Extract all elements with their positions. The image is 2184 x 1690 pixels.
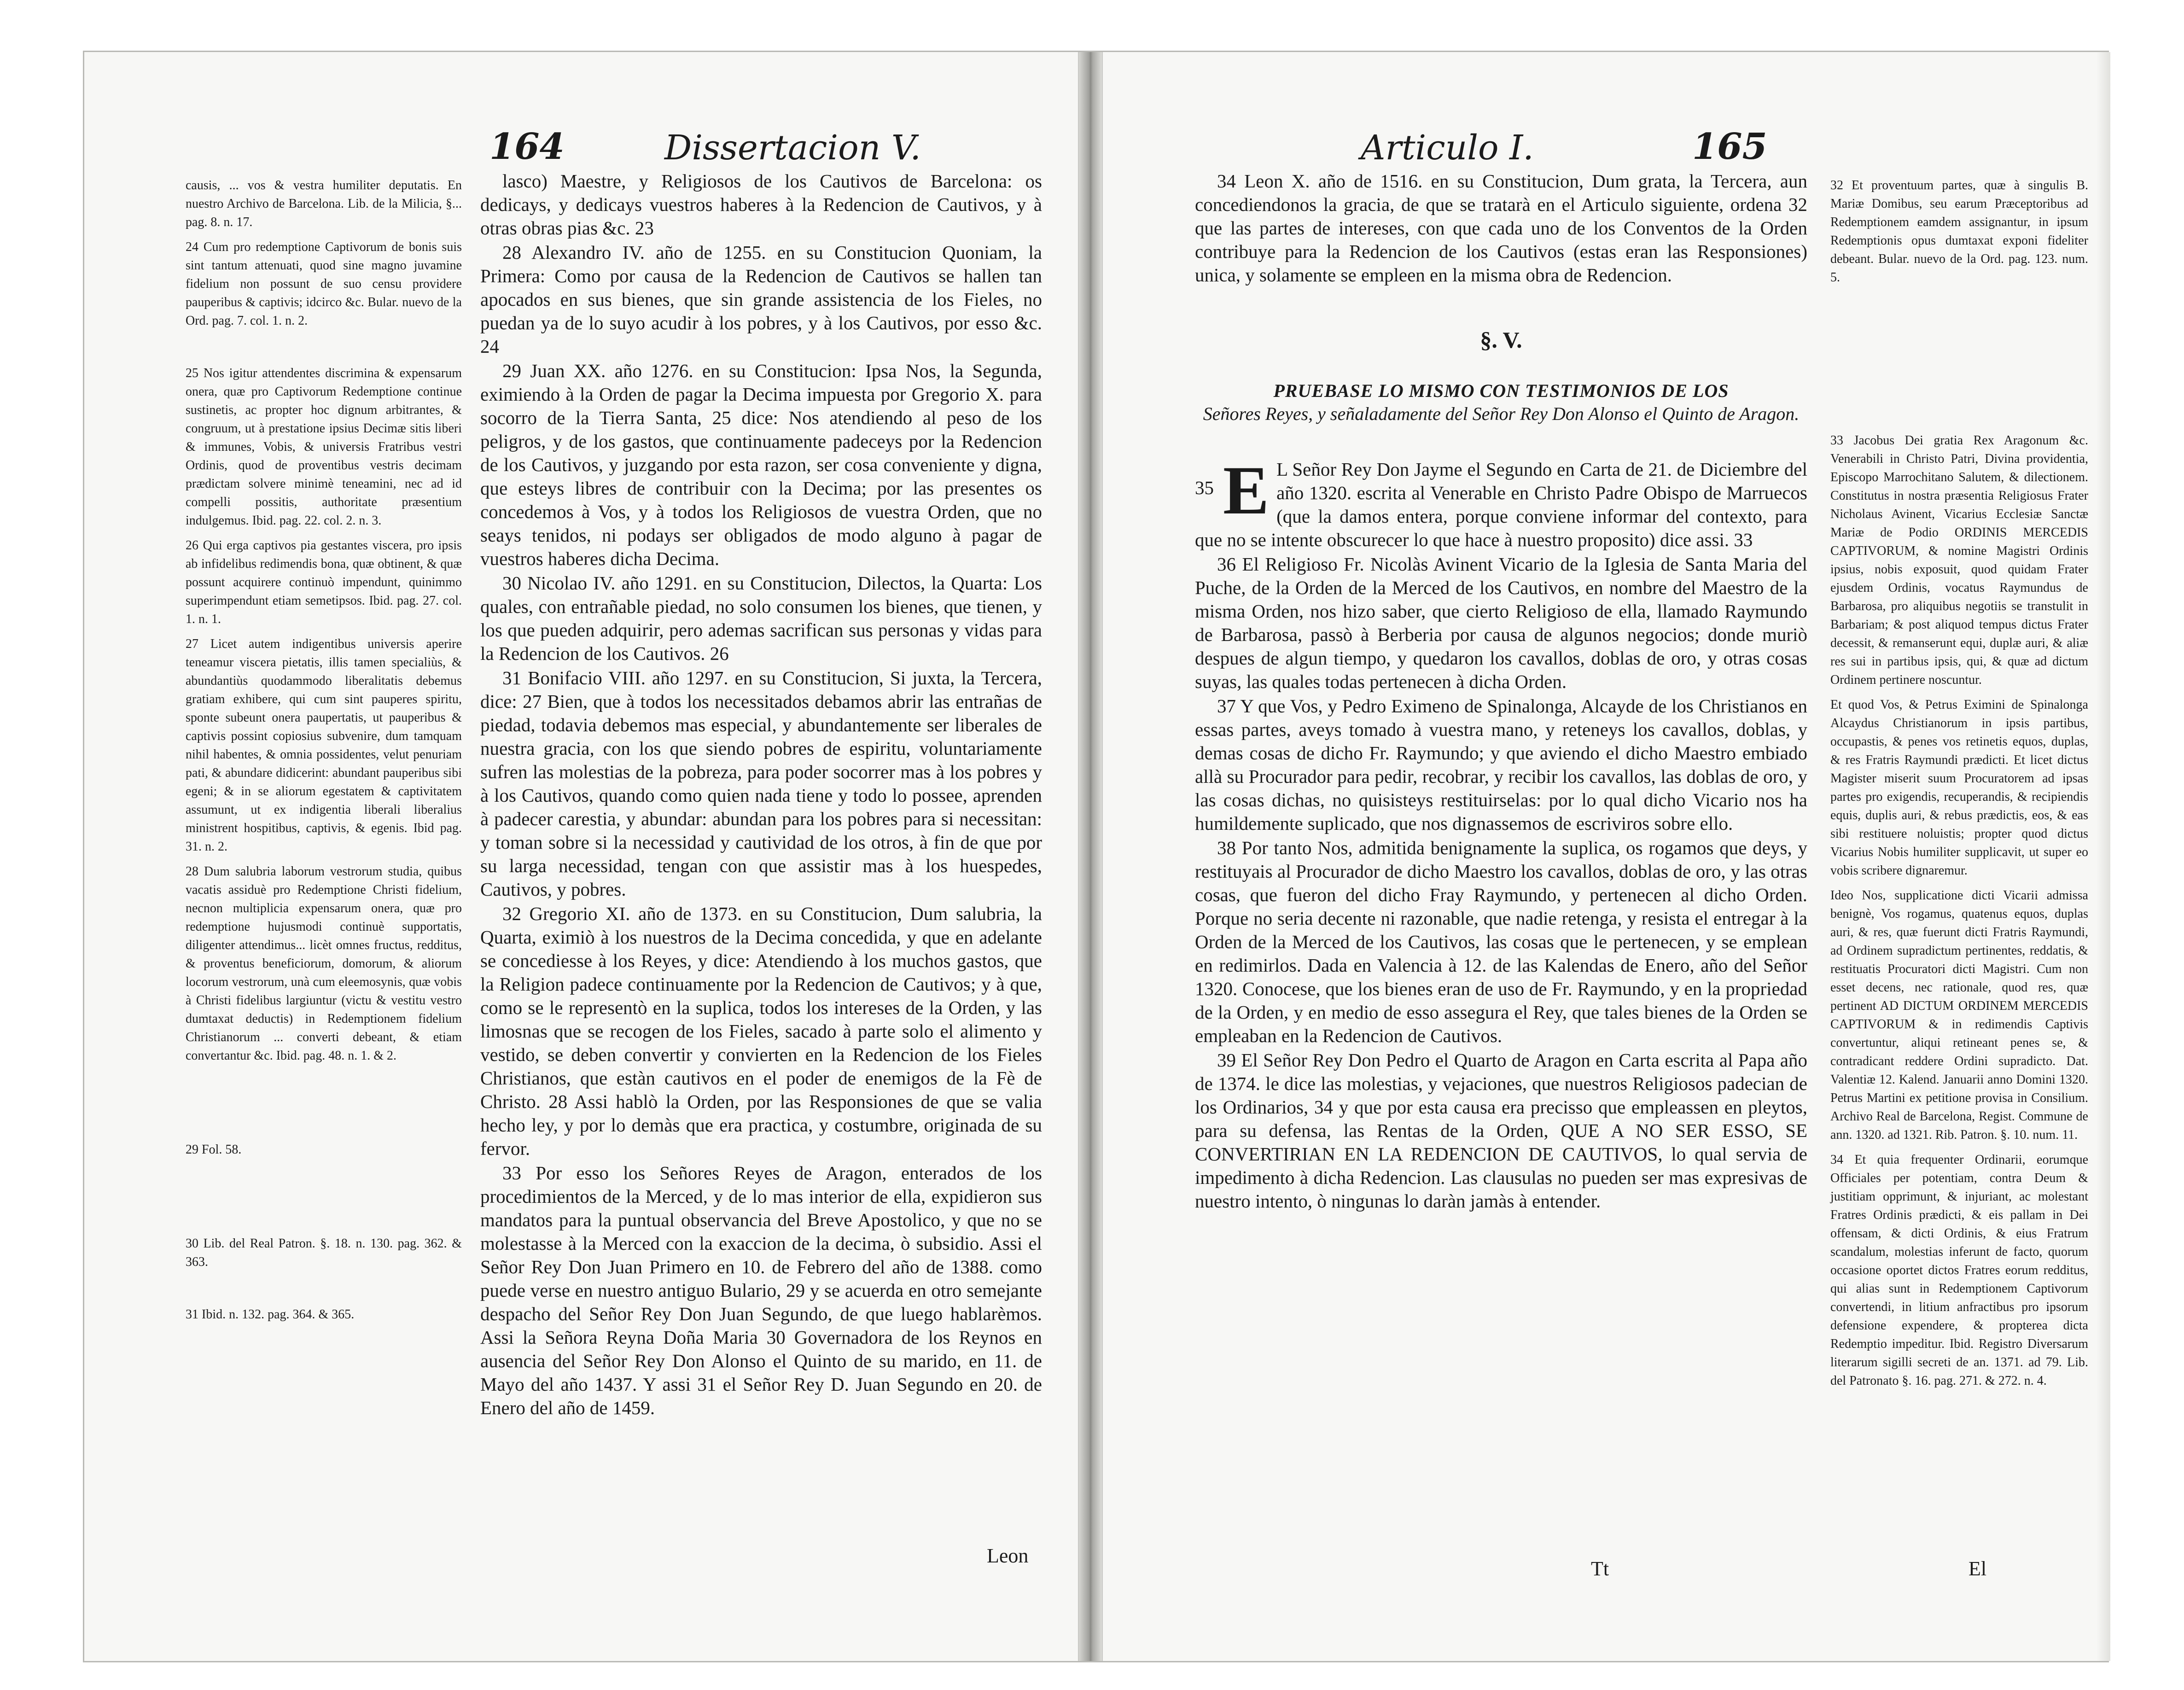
left-running-head: Dissertacion V. bbox=[664, 128, 921, 168]
left-note: 27 Licet autem indigentibus universis aperire teneamur viscera pietatis, illis tamen specialiùs, & abundantiùs quodammodo liberalitatis debemus gratiam exhibere, qui cum sint pauperes spiritu, sponte subeunt onera paupertatis, ut pauperibus & captivis possint copiosius subvenire, dum tamquam nihil habentes, & omnia possidentes, velut penuriam pati, & abundare didicerint: abundant pauperibus sibi egeni; & in se aliorum egestatem & captivitatem assumunt, ut ex indigentia liberali liberalius ministrent hospitibus, captivis, & egenis. Ibid pag. 31. n. 2. bbox=[186, 637, 462, 854]
right-marginal-notes bbox=[1830, 176, 2088, 1397]
right-catchword: El bbox=[1969, 1557, 1987, 1580]
right-main-text bbox=[1195, 169, 1807, 1214]
left-catchword: Leon bbox=[987, 1544, 1029, 1567]
right-paragraph: 38 Por tanto Nos, admitida benignamente la suplica, os rogamos que deys, y restituyais al Procurador de dicho Maestro los cavallos, doblas de oro, y las otras cosas, que fueron del dicho Fray Raymundo, y pertenecen al dicho Orden. Porque no seria decente ni razonable, que nadie retenga, y resista el entregar à la Orden de la Merced de los Cautivos, las cosas que le pertenecen, y se emplean en redimirlos. Dada en Valencia à 12. de las Kalendas de Enero, año del Señor 1320. Conocese, que los bienes eran de uso de Fr. Raymundo, y en la propriedad de la Orden, y en medio de esso assegura el Rey, que tales bienes de la Orden se empleaban en la Redencion de Cautivos. bbox=[1195, 837, 1807, 1046]
left-note: 28 Dum salubria laborum vestrorum studia, quibus vacatis assiduè pro Redemptione Christi fidelium, necnon multiplicia expensarum onera, quæ pro redemptione hujusmodi continuè supportatis, diligenter attendimus... licèt omnes fructus, redditus, & proventus beneficiorum, domorum, & aliorum locorum vestrorum, unà cum eleemosynis, quæ vobis à Christi fidelibus largiuntur (victu & vestitu vestro dumtaxat deductis) in Redemptionem fidelium Christianorum ... converti debeant, & etiam convertantur &c. Ibid. pag. 48. n. 1. & 2. bbox=[186, 864, 462, 1063]
signature-mark: Tt bbox=[1591, 1557, 1609, 1580]
left-paragraph: 28 Alexandro IV. año de 1255. en su Constitucion Quoniam, la Primera: Como por causa de la Redencion de Cautivos se hallen tan apocados en sus bienes, que sin grande assistencia de los Fieles, no puedan ya de lo suyo acudir à los pobres, y à los Cautivos, por esso &c. 24 bbox=[480, 242, 1042, 357]
section-mark: §. V. bbox=[1480, 327, 1522, 353]
left-paragraph: 29 Juan XX. año 1276. en su Constitucion: Ipsa Nos, la Segunda, eximiendo à la Orden de pagar la Decima impuesta por Gregorio X. para socorro de la Tierra Santa, 25 dice: Nos atendiendo al peso de los peligros, y de los gastos, que continuamente padeceys por la Redencion de los Cautivos, y juzgando por esta razon, ser cosa conveniente y digna, que esteys libres de contribuir con la Decima; por las presentes os concedemos à Vos, y à todos los Religiosos de vuestra Orden, que no seays tenidos, ni podays ser obligados de modo alguno à pagar de vuestros haberes dicha Decima. bbox=[480, 360, 1042, 569]
right-running-head: Articulo I. bbox=[1361, 128, 1534, 168]
left-paragraph: 32 Gregorio XI. año de 1373. en su Constitucion, Dum salubria, la Quarta, eximiò à los nuestros de la Decima concedida, y que en adelante se concediesse à los Reyes, y dice: Atendiendo à los muchos gastos, que la Religion padece continuamente por la Redencion de Cautivos; y à que, como se le representò en la suplica, todos los intereses de la Orden, y las limosnas que se recogen de los Fieles, sacado à parte solo el alimento y vestido, se deben convertir y convierten en la Redencion de los Fieles Christianos, que estàn cautivos en el poder de enemigos de la Fè de Christo. 28 Assi hablò la Orden, por las Responsiones de que se valia hecho ley, y por lo demàs que era practica, y costumbre, originada de su fervor. bbox=[480, 903, 1042, 1159]
paragraph-number: 35 bbox=[1195, 477, 1214, 498]
left-note: 26 Qui erga captivos pia gestantes viscera, pro ipsis ab infidelibus redimendis bona, quæ obtinent, & quæ possunt acquirere continuò impendunt, quinimmo superimpendunt etiam semetipsos. Ibid. pag. 27. col. 1. n. 1. bbox=[186, 538, 462, 626]
drop-capital: E bbox=[1223, 452, 1270, 529]
right-note: 32 Et proventuum partes, quæ à singulis B. Mariæ Domibus, seu earum Præceptoribus ad Redemptionem eamdem assignantur, in ipsum Redemptionis opus dumtaxat exponi fideliter debeant. Bular. nuevo de la Ord. pag. 123. num. 5. bbox=[1830, 178, 2088, 285]
left-note: 25 Nos igitur attendentes discrimina & expensarum onera, quæ pro Captivorum Redemptione continue sustinetis, ac propter hoc dignum arbitrantes, & congruum, ut à prestatione ipsius Decimæ sitis liberi & immunes, Vobis, & universis Fratribus vestri Ordinis, quod de proventibus vestris decimam prædictam solvere minimè teneamini, nec ad id compelli possitis, authoritate præsentium indulgemus. Ibid. pag. 22. col. 2. n. 3. bbox=[186, 366, 462, 528]
left-paragraph: lasco) Maestre, y Religiosos de los Cautivos de Barcelona: os dedicays, y dedicays vuestros haberes à la Redencion de Cautivos, y à otras obras pias &c. 23 bbox=[480, 170, 1042, 239]
right-paragraph-35 bbox=[1195, 452, 1807, 552]
left-note: 30 Lib. del Real Patron. §. 18. n. 130. pag. 362. & 363. bbox=[186, 1236, 462, 1269]
left-paragraph: 33 Por esso los Señores Reyes de Aragon, enterados de los procedimientos de la Merced, y de lo mas interior de ella, expidieron sus mandatos para la puntual observancia del Breve Apostolico, y que no se molestasse à la Merced con la exaccion de la decima, ò subsidio. Assi el Señor Rey Don Juan Primero en 10. de Febrero del año de 1388. como puede verse en nuestro antiguo Bulario, 29 y se acuerda en otro semejante despacho del Señor Rey Don Juan Segundo, de que luego hablarèmos. Assi la Señora Reyna Doña Maria 30 Governadora de los Reynos en ausencia del Señor Rey Don Alonso el Quinto de su marido, en 11. de Mayo del año 1437. Y assi 31 el Señor Rey D. Juan Segundo en 20. de Enero del año de 1459. bbox=[480, 1162, 1042, 1418]
left-paragraph: 30 Nicolao IV. año 1291. en su Constitucion, Dilectos, la Quarta: Los quales, con entrañable piedad, no solo consumen los bienes, que tienen, y los que pueden adquirir, pero ademas sacrifican sus personas y vidas para la Redencion de los Cautivos. 26 bbox=[480, 572, 1042, 664]
left-note: 31 Ibid. n. 132. pag. 364. & 365. bbox=[186, 1307, 355, 1322]
right-paragraph: 39 El Señor Rey Don Pedro el Quarto de Aragon en Carta escrita al Papa año de 1374. le dice las molestias, y vejaciones, que nuestros Religiosos padecian de los Ordinarios, 34 y que por esta causa era precisso que empleassen en pleytos, para su defensa, las Rentas de la Orden, QUE A NO SER ESSO, SE CONVERTIRIAN EN LA REDENCION DE CAUTIVOS, lo qual servia de impedimento à dicha Redencion. Las clausulas no pueden ser mas expresivas de nuestro intento, ò ningunas lo daràn jamàs à entender. bbox=[1195, 1049, 1807, 1212]
right-note: 34 Et quia frequenter Ordinarii, eorumque Officiales per potentiam, contra Deum & justitiam opprimunt, & injuriant, ac molestant Fratres Ordinis prædicti, & eis pallam in Dei offensam, & dicti Ordinis, & eius Fratrum scandalum, molestias inferunt de facto, quorum occasione oportet dictos Fratres eorum redditus, qui alias sunt in Redemptionem Captivorum convertendi, in litium anfractibus pro ipsorum defensione expendere, & propterea dicta Redemptio impeditur. Ibid. Registro Diversarum literarum sigilli secreti de an. 1371. ad 79. Lib. del Patronato §. 16. pag. 271. & 272. n. 4. bbox=[1830, 1153, 2088, 1388]
book-gutter bbox=[1079, 52, 1102, 1661]
left-folio-number: 164 bbox=[489, 126, 565, 168]
right-paragraph: 36 El Religioso Fr. Nicolàs Avinent Vicario de la Iglesia de Santa Maria del Puche, de la Orden de la Merced de los Cautivos, en nombre del Maestro de la misma Orden, nos hizo saber, que cierto Religioso de ella, llamado Raymundo de Barbarosa, passò à Berberia por causa de algunos negocios; donde muriò despues de algun tiempo, y quedaron los cavallos, doblas de oro, y otras cosas suyas, las quales todas pertenecen à dicha Orden. bbox=[1195, 554, 1807, 692]
section-heading-caps: PRUEBASE LO MISMO CON TESTIMONIOS DE LOS bbox=[1273, 380, 1729, 401]
left-page bbox=[84, 52, 1079, 1661]
right-page bbox=[1102, 52, 2110, 1661]
right-note: 33 Jacobus Dei gratia Rex Aragonum &c. Venerabili in Christo Patri, Divina providentia, Episcopo Marrochitano Salutem, & dilectionem. Constitutus in nostra præsentia Religiosus Frater Nicholaus Avinent, Vicarius Ecclesiæ Sanctæ Mariæ de Podio ORDINIS MERCEDIS CAPTIVORUM, & nomine Magistri Ordinis ipsius, nobis exposuit, quod quidam Frater ejusdem Ordinis, vocatus Raymundus de Barbarosa, pro aliquibus negotiis se transtulit in Barbariam; & post aliquod tempus dictus Frater decessit, & remanserunt equi, duplæ auri, & aliæ res sui in partibus ipsis, qui, & quæ ad dictum Ordinem pertinere noscuntur. bbox=[1830, 433, 2088, 687]
left-main-text bbox=[480, 169, 1042, 1421]
left-note: 29 Fol. 58. bbox=[186, 1142, 242, 1157]
right-paragraph: 37 Y que Vos, y Pedro Eximeno de Spinalonga, Alcayde de los Christianos en essas partes, aveys tomado à vuestra mano, y reteneys los cavallos, doblas, y demas cosas de dicho Fr. Raymundo; y que aviendo el dicho Maestro embiado allà su Procurador para pedir, recobrar, y recibir los cavallos, las doblas de oro, y las cosas dichas, no quisisteys restituirselas: por lo qual dicho Vicario nos ha humildemente suplicado, que nos dignassemos de escriviros sobre ello. bbox=[1195, 695, 1807, 834]
section-heading-rest: Señores Reyes, y señaladamente del Señor Rey Don Alonso el Quinto de Aragon. bbox=[1203, 403, 1800, 424]
right-note: Ideo Nos, supplicatione dicti Vicarii admissa benignè, Vos rogamus, quatenus equos, duplas auri, & res, quæ fuerunt dicti Fratris Raymundi, ad Ordinem supradictum pertinentes, reddatis, & restituatis Procuratori dicti Magistri. Cum non esset decens, nec rationale, quod res, quæ pertinent AD DICTUM ORDINEM MERCEDIS CAPTIVORUM & in redimendis Captivis convertuntur, aliqui retineant penes se, & contradicant reddere Ordini supradicto. Dat. Valentiæ 12. Kalend. Januarii anno Domini 1320. Petrus Martini ex petitione provisa in Consilium. Archivo Real de Barcelona, Regist. Commune de ann. 1320. ad 1321. Rib. Patron. §. 10. num. 11. bbox=[1830, 888, 2088, 1142]
left-marginal-notes bbox=[186, 176, 462, 1330]
left-note: 24 Cum pro redemptione Captivorum de bonis suis sint tantum attenuati, quod sine magno juvamine fidelium non possunt de suo censu providere pauperibus & captivis; idcirco &c. Bular. nuevo de la Ord. pag. 7. col. 1. n. 2. bbox=[186, 240, 462, 328]
open-book bbox=[83, 51, 2109, 1662]
right-paragraph: 34 Leon X. año de 1516. en su Constitucion, Dum grata, la Tercera, aun concediendonos la gracia, de que se tratarà en el Articulo siguiente, ordena 32 que las partes de intereses, con que cada uno de los Conventos de la Orden contribuye para la Redencion de los Cautivos (estas eran las Responsiones) unica, y solamente se empleen en la misma obra de Redencion. bbox=[1195, 170, 1807, 286]
section-heading bbox=[1195, 379, 1807, 425]
page-edge-shadow bbox=[2097, 52, 2110, 1661]
left-note: causis, ... vos & vestra humiliter deputatis. En nuestro Archivo de Barcelona. Lib. de la Milicia, §... pag. 8. n. 17. bbox=[186, 178, 462, 229]
left-paragraph: 31 Bonifacio VIII. año 1297. en su Constitucion, Si juxta, la Tercera, dice: 27 Bien, que à todos los necessitados debamos abrir las entrañas de piedad, todavia debemos mas especial, y abundantemente ser liberales de nuestra gracia, con los que siendo pobres de espiritu, voluntariamente sufren las molestias de la pobreza, para poder socorrer mas à los pobres y à los Cautivos, quando como quien nada tiene y todo lo possee, aprenden à padecer carestia, y abundar: abundan para los pobres para si necessitan: y toman sobre si la necessidad y cautividad de los otros, à fin de que por su larga necessidad, tengan con que assistir mas à los huespedes, Cautivos, y pobres. bbox=[480, 667, 1042, 900]
paragraph-text: L Señor Rey Don Jayme el Segundo en Carta de 21. de Diciembre del año 1320. escrita al Venerable en Christo Padre Obispo de Marruecos (que la damos entera, porque conviene informar del contexto, para que no se intente obscurecer lo que hace à nuestro proposito) dice assi. 33 bbox=[1195, 459, 1807, 550]
right-note: Et quod Vos, & Petrus Eximini de Spinalonga Alcaydus Christianorum in ipsis partibus, occupastis, & penes vos retinetis equos, duplas, & res Fratris Raymundi prædicti. Et licet dictus Magister miserit suum Procuratorem ad ipsas partes pro exigendis, recuperandis, & recipiendis equis, duplis auri, & rebus prædictis, eos, & eas sibi restituere noluistis; propter quod dictus Vicarius Nobis humiliter supplicavit, ut super eo vobis scribere dignaremur. bbox=[1830, 698, 2088, 878]
right-folio-number: 165 bbox=[1692, 126, 1767, 168]
